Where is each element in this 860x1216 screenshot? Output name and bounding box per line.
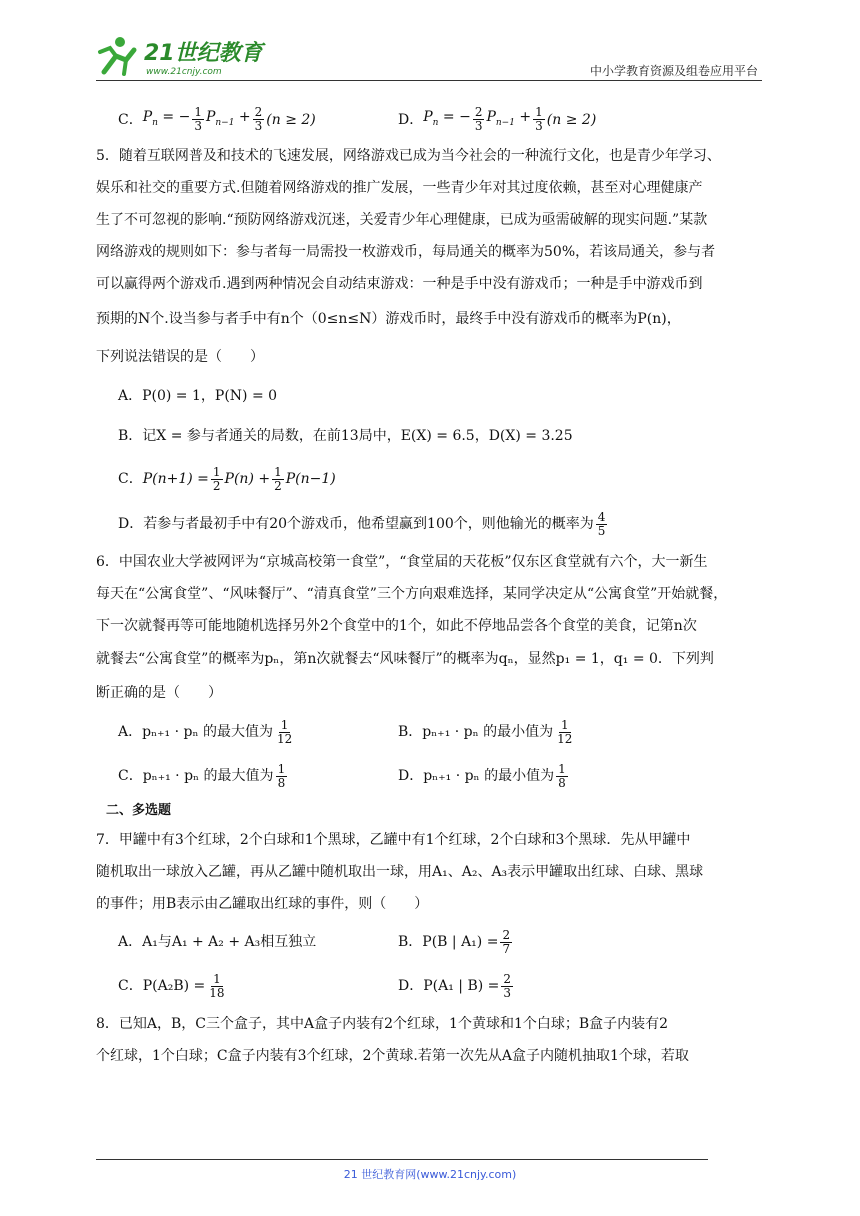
frac-num: 1 <box>274 464 282 479</box>
q4-c-expr: $P_n$ = − <box>142 109 191 128</box>
q4-options-cd <box>96 100 762 140</box>
frac-num: 2 <box>254 105 263 120</box>
fraction <box>473 106 485 133</box>
q6-d-text: D．pₙ₊₁ · pₙ 的最小值为 <box>398 768 555 784</box>
q5-option-d-row <box>96 502 762 546</box>
q7-a-text: A．A₁与A₁ + A₂ + A₃相互独立 <box>118 934 317 950</box>
q5-option-b[interactable]: B．记X = 参与者通关的局数，在前13局中，E(X) = 6.5，D(X) = 3.25 <box>118 428 573 444</box>
q4-option-c[interactable] <box>118 101 398 139</box>
fraction <box>556 763 568 790</box>
q5-line: 下列说法错误的是（ ） <box>96 349 264 365</box>
q7-line: 随机取出一球放入乙罐，再从乙罐中随机取出一球，用A₁、A₂、A₃表示甲罐取出红球、白球、黑球 <box>96 864 704 880</box>
frac-num: 4 <box>597 509 606 524</box>
platform-name: 中小学教育资源及组卷应用平台 <box>589 64 758 78</box>
brand-logo[interactable] <box>96 34 266 78</box>
question-7 <box>96 824 762 1008</box>
q7-option-b[interactable] <box>398 926 678 958</box>
q4-option-d[interactable] <box>398 101 678 139</box>
q7-line: 的事件；用B表示由乙罐取出红球的事件，则（ ） <box>96 896 429 912</box>
fraction <box>276 763 288 790</box>
question-content <box>96 100 762 1072</box>
q4-c-cond: (n ≥ 2) <box>266 111 316 128</box>
frac-num: 1 <box>277 761 286 776</box>
q8-line: 个红球，1个白球；C盒子内装有3个红球，2个黄球.若第一次先从A盒子内随机抽取1个球，若取 <box>96 1048 689 1064</box>
fraction <box>596 511 608 538</box>
q5-line: 网络游戏的规则如下：参与者每一局需投一枚游戏币，每局通关的概率为50%，若该局通关，参与者 <box>96 244 716 260</box>
q5-line: 5．随着互联网普及和技术的飞速发展，网络游戏已成为当今社会的一种流行文化，也是青少年学习、 <box>96 148 721 164</box>
fraction <box>533 106 545 133</box>
q4-d-cond: (n ≥ 2) <box>546 111 597 128</box>
q5-d-text: D．若参与者最初手中有20个游戏币，他希望赢到100个，则他输光的概率为 <box>118 516 594 532</box>
q6-line: 断正确的是（ ） <box>96 685 222 701</box>
q7-option-c[interactable] <box>118 970 398 1002</box>
q5-c-mid: P(n) + <box>224 471 271 487</box>
frac-num: 2 <box>503 971 512 986</box>
q5-option-d[interactable] <box>118 508 609 540</box>
q6-b-text: B．pₙ₊₁ · pₙ 的最小值为 <box>398 724 554 740</box>
question-8 <box>96 1008 762 1072</box>
q4-d-expr-2: $P_{n-1}$ + <box>486 109 532 128</box>
logo-url: www.21cnjy.com <box>146 67 222 77</box>
q6-option-c[interactable] <box>118 760 398 792</box>
fraction <box>192 106 204 133</box>
frac-num: 1 <box>535 105 543 120</box>
q5-option-b-row <box>96 416 762 456</box>
q6-a-text: A．pₙ₊₁ · pₙ 的最大值为 <box>118 724 273 740</box>
frac-num: 1 <box>560 717 569 732</box>
q6-c-text: C．pₙ₊₁ · pₙ 的最大值为 <box>118 768 274 784</box>
q6-options-cd <box>96 754 762 798</box>
frac-num: 1 <box>558 761 566 776</box>
logo-runner-icon <box>96 34 266 78</box>
q7-options-ab <box>96 920 762 964</box>
page-header <box>96 32 762 82</box>
q5-c-end: P(n−1) <box>285 471 336 487</box>
q6-options-ab <box>96 710 762 754</box>
frac-num: 1 <box>212 464 221 479</box>
q5-option-a-row <box>96 376 762 416</box>
q6-line: 每天在“公寓食堂”、“风味餐厅”、“清真食堂”三个方向艰难选择，某同学决定从“公寓食堂”开始就餐， <box>96 586 728 602</box>
q5-line: 生了不可忽视的影响.“预防网络游戏沉迷，关爱青少年心理健康，已成为亟需破解的现实问题.”某款 <box>96 212 708 228</box>
q5-option-c[interactable] <box>118 463 336 495</box>
fraction <box>253 106 265 133</box>
logo-text: 21世纪教育 <box>144 41 263 66</box>
q6-line: 就餐去“公寓食堂”的概率为pₙ，第n次就餐去“风味餐厅”的概率为qₙ，显然p₁ = 1，q₁ = 0．下列判 <box>96 651 714 667</box>
q7-options-cd <box>96 964 762 1008</box>
frac-num: 1 <box>280 717 289 732</box>
fraction <box>211 466 223 493</box>
q5-option-c-row <box>96 456 762 502</box>
frac-den: 12 <box>557 731 573 746</box>
q7-d-text: D．P(A₁ | B) = <box>398 978 500 994</box>
q6-line: 6．中国农业大学被网评为“京城高校第一食堂”，“食堂届的天花板”仅东区食堂就有六个，大一新生 <box>96 554 708 570</box>
q4-d-expr: $P_n$ = − <box>423 109 471 128</box>
frac-den: 3 <box>535 119 543 134</box>
q6-option-a[interactable] <box>118 716 398 748</box>
q5-c-expr: P(n+1) = <box>142 471 209 487</box>
frac-den: 3 <box>474 119 483 134</box>
q7-b-text: B．P(B | A₁) = <box>398 934 499 950</box>
question-6 <box>96 546 762 798</box>
fraction <box>555 719 574 746</box>
q6-option-b[interactable] <box>398 716 678 748</box>
q7-line: 7．甲罐中有3个红球，2个白球和1个黑球，乙罐中有1个红球，2个白球和3个黑球．先从甲罐中 <box>96 832 691 848</box>
q7-c-text: C．P(A₂B) = <box>118 978 206 994</box>
q6-line: 下一次就餐再等可能地随机选择另外2个食堂中的1个，如此不停地品尝各个食堂的美食，记第n次 <box>96 618 697 634</box>
frac-den: 8 <box>277 775 286 790</box>
frac-den: 3 <box>194 119 202 134</box>
q7-option-d[interactable] <box>398 970 678 1002</box>
fraction <box>501 973 513 1000</box>
option-label: C． <box>118 471 143 487</box>
fraction <box>272 466 284 493</box>
footer-link[interactable]: 21 世纪教育网(www.21cnjy.com) <box>343 1168 517 1181</box>
q5-line: 预期的N个.设当参与者手中有n个（0≤n≤N）游戏币时，最终手中没有游戏币的概率为P(n)， <box>96 311 681 327</box>
question-5 <box>96 140 762 546</box>
q5-line: 可以赢得两个游戏币.遇到两种情况会自动结束游戏：一种是手中没有游戏币；一种是手中游戏币到 <box>96 276 703 292</box>
frac-den: 12 <box>276 731 293 746</box>
option-label: D． <box>398 111 424 128</box>
frac-num: 2 <box>502 927 511 942</box>
option-label: C． <box>118 111 143 128</box>
q6-option-d[interactable] <box>398 760 678 792</box>
fraction <box>275 719 294 746</box>
q7-option-a[interactable] <box>118 926 398 958</box>
header-divider <box>96 80 762 81</box>
fraction <box>207 973 226 1000</box>
frac-den: 7 <box>502 941 511 956</box>
frac-num: 2 <box>474 105 483 120</box>
q8-line: 8．已知A，B，C三个盒子，其中A盒子内装有2个红球，1个黄球和1个白球；B盒子内装有2 <box>96 1016 669 1032</box>
frac-den: 3 <box>503 985 512 1000</box>
frac-den: 5 <box>597 523 606 538</box>
footer-divider <box>96 1159 708 1160</box>
frac-num: 1 <box>213 971 221 986</box>
q4-c-expr-2: $P_{n-1}$ + <box>205 109 251 128</box>
frac-den: 18 <box>209 985 225 1000</box>
frac-den: 2 <box>212 478 221 493</box>
q5-line: 娱乐和社交的重要方式.但随着网络游戏的推广发展，一些青少年对其过度依赖，甚至对心理健康产 <box>96 180 703 196</box>
frac-den: 2 <box>274 478 282 493</box>
q5-option-a[interactable]: A．P(0) = 1，P(N) = 0 <box>118 388 278 404</box>
frac-den: 8 <box>558 775 566 790</box>
frac-num: 1 <box>194 105 202 120</box>
fraction <box>500 929 512 956</box>
frac-den: 3 <box>254 119 263 134</box>
section-heading: 二、多选题 <box>106 803 172 818</box>
